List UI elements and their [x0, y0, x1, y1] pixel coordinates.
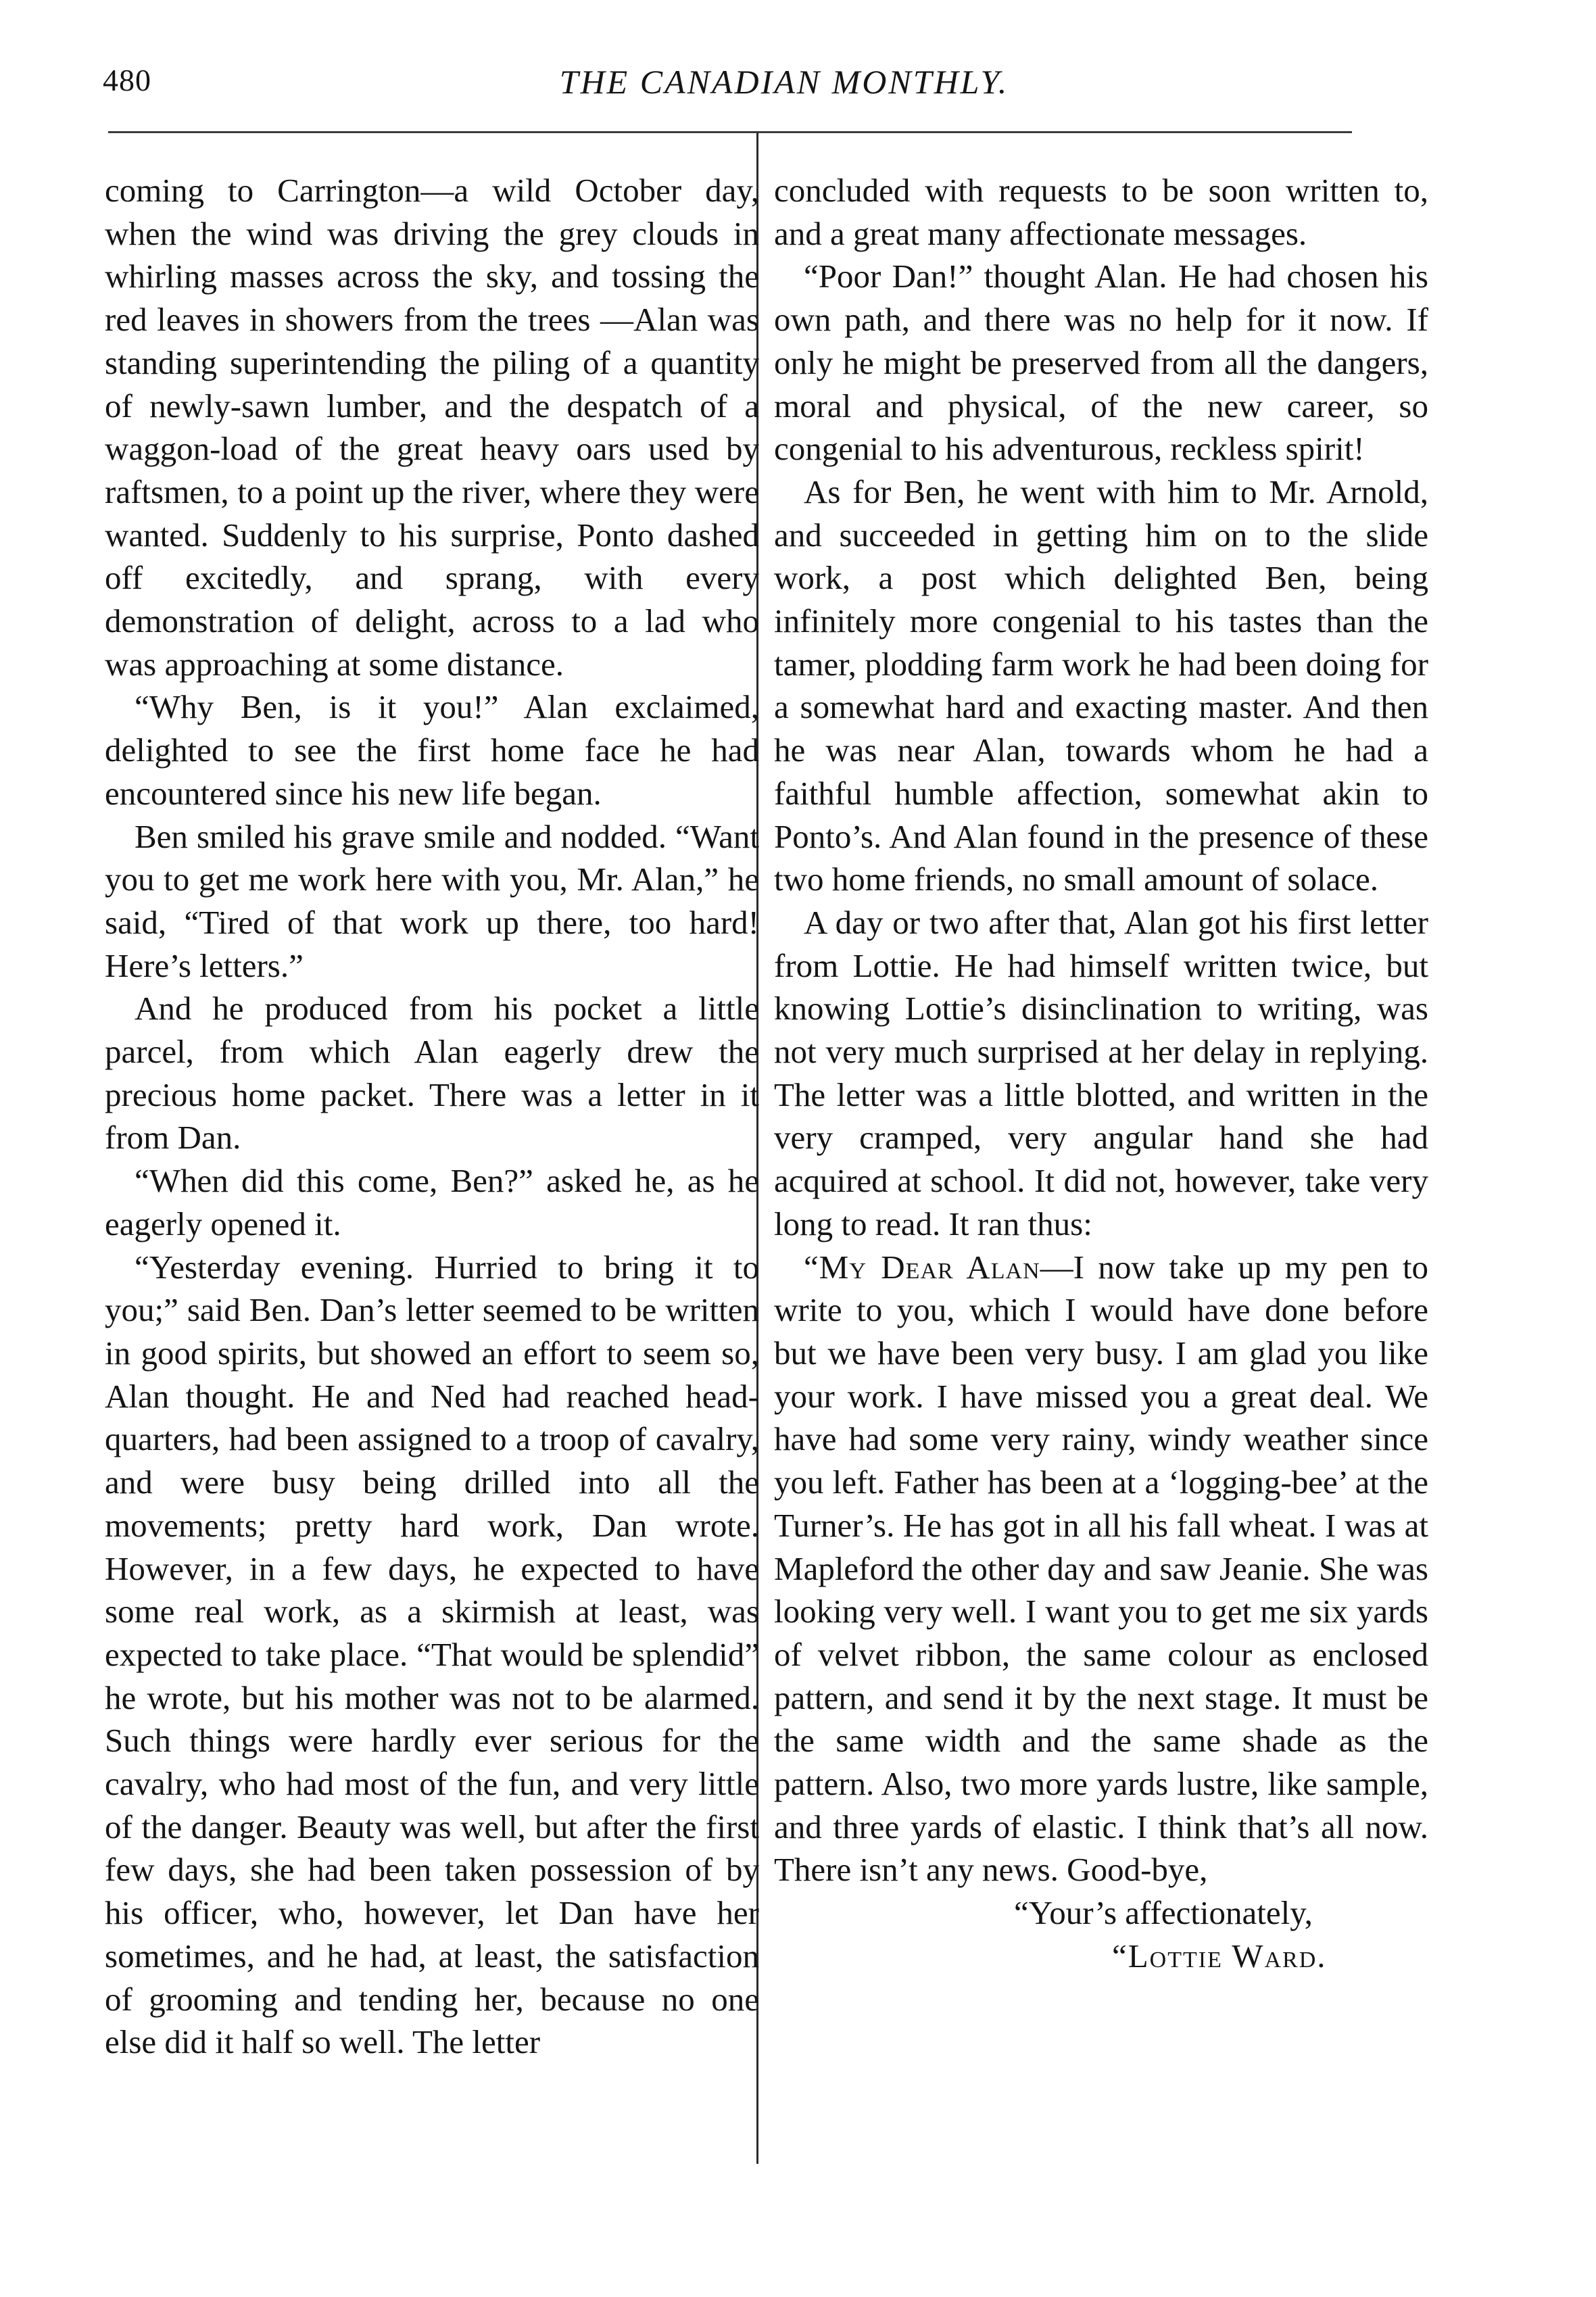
paragraph: concluded with requests to be soon written to, and a great many affectionate messages. [774, 172, 1428, 252]
paragraph: A day or two after that, Alan got his first letter from Lottie. He had himself written twice, but knowing Lottie’s disinclination to writing, was not very much surprised at her delay in replying. The letter was a little blotted, and written in the very cramped, very angular hand she had acquired at school. It did not, however, take very long to read. It ran thus: [774, 903, 1428, 1242]
paragraph: As for Ben, he went with him to Mr. Arnold, and succeeded in getting him on to the slide work, a post which delighted Ben, being infinitely more congenial to his tastes than the tamer, plodding farm work he had been doing for a somewhat hard and exacting master. And then he was near Alan, towards whom he had a faithful humble affection, somewhat akin to Ponto’s. And Alan found in the presence of these two home friends, no small amount of solace. [774, 473, 1428, 898]
right-column [774, 169, 1428, 1978]
letter-salutation: “My Dear Alan [804, 1248, 1040, 1286]
paragraph: “Poor Dan!” thought Alan. He had chosen his own path, and there was no help for it now. If only he might be preserved from all the dangers, moral and physical, of the new career, so congenial to his adventurous, reckless spirit! [774, 258, 1428, 468]
left-column [105, 169, 759, 2064]
paragraph: “Why Ben, is it you!” Alan exclaimed, delighted to see the first home face he had encountered since his new life began. [105, 688, 759, 812]
paragraph: “When did this come, Ben?” asked he, as he eagerly opened it. [105, 1162, 759, 1242]
running-head: THE CANADIAN MONTHLY. [559, 63, 1009, 101]
letter-signature [774, 1935, 1428, 1978]
letter-text: —I now take up my pen to write to you, which I would have done before but we have been very busy. I am glad you like your work. I have missed you a great deal. We have had some very rainy, windy weather since you left. Father has been at a ‘logging-bee’ at the Turner’s. He has got in all his fall wheat. I was at Mapleford the other day and saw Jeanie. She was looking very well. I want you to get me six yards of velvet ribbon, the same colour as enclosed pattern, and send it by the next stage. It must be the same width and the same shade as the pattern. Also, two more yards lustre, like sample, and three yards of elastic. I think that’s all now. There isn’t any news. Good-bye, [774, 1248, 1428, 1889]
letter-closing: “Your’s affectionately, [1014, 1894, 1313, 1932]
paragraph: Ben smiled his grave smile and nodded. “Want you to get me work here with you, Mr. Alan,” he said, “Tired of that work up there, too hard! Here’s letters.” [105, 817, 759, 984]
signature-name: “Lottie Ward. [1112, 1937, 1327, 1975]
header-rule [108, 131, 1352, 133]
letter-body [774, 1246, 1428, 1892]
paragraph: And he produced from his pocket a little parcel, from which Alan eagerly drew the precious home packet. There was a letter in it from Dan. [105, 990, 759, 1157]
paragraph: coming to Carrington—a wild October day, when the wind was driving the grey clouds in whirling masses across the sky, and tossing the red leaves in showers from the trees —Alan was standing superintending the piling of a quantity of newly-sawn lumber, and the despatch of a waggon-load of the great heavy oars used by raftsmen, to a point up the river, where they were wanted. Suddenly to his surprise, Ponto dashed off excitedly, and sprang, with every demonstration of delight, across to a lad who was approaching at some distance. [105, 172, 759, 683]
paragraph: “Yesterday evening. Hurried to bring it to you;” said Ben. Dan’s letter seemed to be written in good spirits, but showed an effort to seem so, Alan thought. He and Ned had reached head-quarters, had been assigned to a troop of cavalry, and were busy being drilled into all the movements; pretty hard work, Dan wrote. However, in a few days, he expected to have some real work, as a skirmish at least, was expected to take place. “That would be splendid” he wrote, but his mother was not to be alarmed. Such things were hardly ever serious for the cavalry, who had most of the fun, and very little of the danger. Beauty was well, but after the first few days, she had been taken possession of by his officer, who, however, let Dan have her sometimes, and he had, at least, the satisfaction of grooming and tending her, because no one else did it half so well. The letter [105, 1248, 759, 2061]
page-number: 480 [103, 63, 151, 97]
